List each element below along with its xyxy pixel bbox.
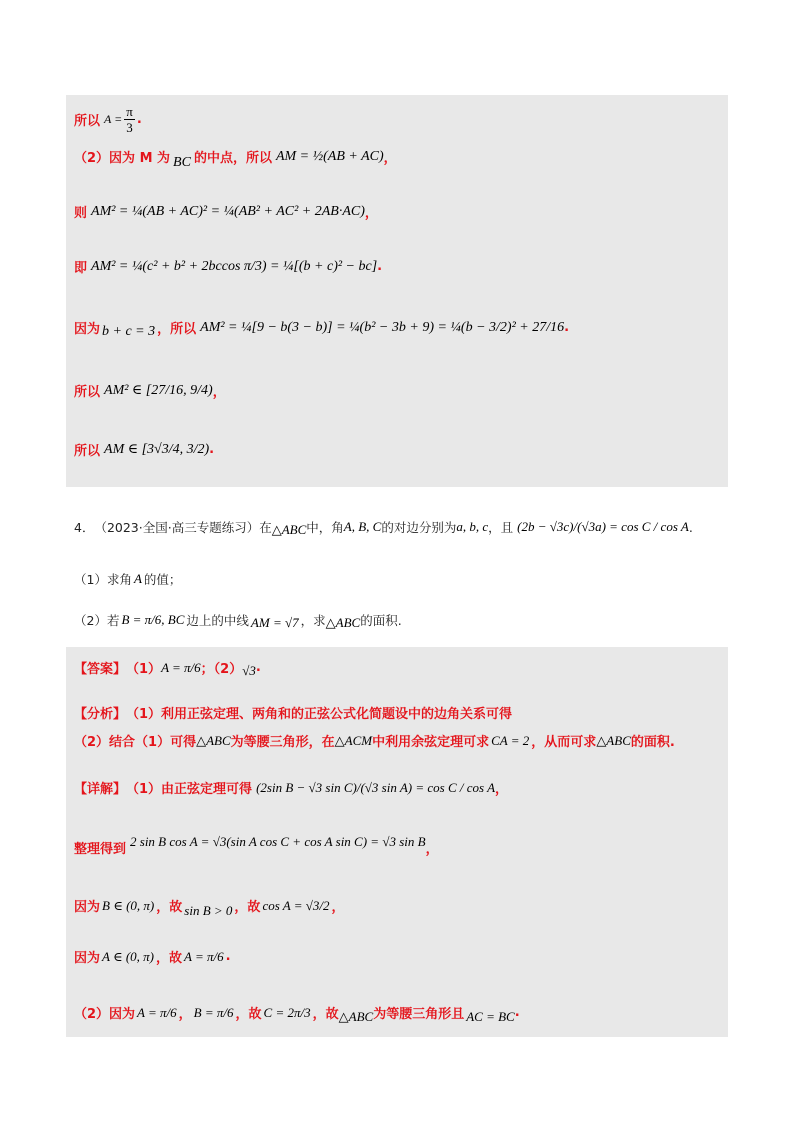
math-expr: (2sin B − √3 sin C)/(√3 sin A) = cos C / cos A — [256, 779, 496, 795]
detail-text: 整理得到 — [74, 842, 127, 857]
detail-text: 为等腰三角形且 — [373, 1007, 465, 1022]
math-expr: (2b − √3c)/(√3a) = cos C / cos A — [517, 519, 689, 534]
math-expr: CA = 2 — [491, 732, 530, 748]
detail-text: 因为 — [74, 951, 101, 966]
detail-line-3: 因为 B ∈ (0, π) ，故 sin B > 0 ，故 cos A = √3/2 ， — [74, 897, 345, 918]
detail-line-4: 因为 A ∈ (0, π) ，故 A = π/6 . — [74, 948, 231, 966]
line-prefix: 则 — [74, 206, 88, 221]
math-expr: A = π/6 — [161, 659, 201, 675]
question-source: （2023·全国·高三专题练习）在 — [94, 520, 272, 535]
question-4-stem: 4． （2023·全国·高三专题练习）在 △ABC 中，角 A, B, C 的对边分别为 a, b, c ，且 (2b − √3c)/(√3a) = cos C / cos A . — [74, 519, 693, 537]
answer-label: ；（2） — [200, 662, 243, 677]
part-label: （1）求角 — [74, 572, 132, 587]
math-expr: AM = ½(AB + AC) — [275, 148, 384, 164]
math-expr: AM² = ¼(AB + AC)² = ¼(AB² + AC² + 2AB·AC) — [91, 203, 365, 219]
detail-text: ，故 — [234, 900, 261, 915]
math-expr: √3 — [242, 662, 256, 678]
detail-text: ，故 — [312, 1007, 339, 1022]
question-text: 中，角 — [306, 520, 344, 535]
detail-text: （1）由正弦定理可得 — [126, 782, 253, 797]
answer-label: （1） — [126, 662, 162, 677]
math-expr: AM² = ¼[9 − b(3 − b)] = ¼(b² − 3b + 9) = ¼(b − 3/2)² + 27/16 — [200, 319, 565, 335]
detail-text: ，故 — [156, 951, 183, 966]
math-expr: △ABC — [338, 1008, 374, 1024]
solution-line-4: 即 AM² = ¼(c² + b² + 2bccos π/3) = ¼[(b + c)² − bc] . — [74, 258, 383, 276]
math-fraction: $\frac{\pi}{3}$ — [126, 104, 133, 135]
detail-tag: 【详解】 — [74, 782, 127, 797]
math-expr: sin B > 0 — [184, 902, 233, 918]
analysis-text: 的面积. — [630, 735, 675, 750]
detail-text: ，故 — [156, 900, 183, 915]
detail-line-5: （2）因为 A = π/6 ， B = π/6 ，故 C = 2π/3 ，故 △ABC 为等腰三角形且 AC = BC . — [74, 1004, 520, 1024]
question-4-part-1 — [74, 570, 181, 588]
math-expr: AC = BC — [466, 1008, 515, 1024]
solution-line-7: 所以 AM ∈ [3√3/4, 3/2) . — [74, 442, 215, 459]
math-expr: AM² = ¼(c² + b² + 2bccos π/3) = ¼[(b + c)² − bc] — [91, 258, 378, 274]
part-text: 的值； — [143, 572, 182, 587]
detail-line-2: 整理得到 2 sin B cos A = √3(sin A cos C + cos A sin C) = √3 sin B ， — [74, 833, 439, 857]
part-label: （2）若 — [74, 613, 120, 628]
answer-tag: 【答案】 — [74, 662, 127, 677]
solution-line-1: 所以 A = $\frac{\pi}{3}$ . — [74, 104, 142, 135]
line-prefix: 所以 — [74, 385, 101, 400]
solution-line-3: 则 AM² = ¼(AB + AC)² = ¼(AB² + AC² + 2AB·AC) ， — [74, 203, 378, 221]
solution-line-5: 因为 b + c = 3 ，所以 AM² = ¼[9 − b(3 − b)] = ¼(b² − 3b + 9) = ¼(b − 3/2)² + 27/16 . — [74, 319, 570, 339]
question-text: ，且 — [488, 520, 514, 535]
math-expr: A, B, C — [343, 519, 382, 534]
math-expr: △ACM — [334, 732, 373, 748]
solution-line-2: （2）因为 M 为 BC 的中点，所以 AM = ½(AB + AC) ， — [74, 148, 397, 170]
analysis-text: （1）利用正弦定理、两角和的正弦公式化简题设中的边角关系可得 — [126, 707, 513, 722]
analysis-text: 为等腰三角形，在 — [230, 735, 335, 750]
math-expr: A — [133, 571, 142, 586]
detail-line-1: 【详解】 （1）由正弦定理可得 (2sin B − √3 sin C)/(√3 sin A) = cos C / cos A ， — [74, 779, 509, 797]
detail-text: （2）因为 — [74, 1007, 136, 1022]
line-prefix: 即 — [74, 261, 88, 276]
math-expr: cos A = √3/2 — [262, 897, 330, 913]
part-text: ，求 — [300, 613, 326, 628]
math-expr: 2 sin B cos A = √3(sin A cos C + cos A sin C) = √3 sin B — [130, 833, 426, 849]
math-expr: B = π/6 — [193, 1004, 234, 1020]
part-text: 边上的中线 — [186, 613, 249, 628]
math-expr: △ABC — [325, 615, 361, 630]
detail-text: ，故 — [235, 1007, 262, 1022]
question-number: 4． — [74, 520, 95, 535]
line-prefix: 所以 — [74, 444, 101, 459]
question-4-part-2 — [74, 611, 402, 629]
analysis-tag: 【分析】 — [74, 707, 127, 722]
line-prefix: 因为 — [74, 322, 101, 337]
math-expr: A = π/6 — [137, 1004, 177, 1020]
analysis-text: ，从而可求 — [531, 735, 597, 750]
math-expr: AM ∈ [3√3/4, 3/2) — [104, 442, 210, 457]
math-expr: B ∈ (0, π) — [102, 897, 155, 913]
part-text: 的面积. — [360, 613, 402, 628]
math-expr: A = — [104, 112, 123, 126]
math-expr: △ABC — [271, 522, 307, 537]
line-text: ，所以 — [157, 322, 197, 337]
math-expr: AM² ∈ [27/16, 9/4) — [104, 383, 213, 398]
math-expr: b + c = 3 — [102, 323, 156, 339]
math-expr: B = π/6, BC — [121, 612, 185, 627]
analysis-line-2 — [74, 731, 675, 750]
line-prefix: （2）因为 M 为 — [74, 151, 171, 166]
line-text: 的中点，所以 — [193, 151, 272, 166]
question-text: 的对边分别为 — [381, 520, 457, 535]
math-expr: △ABC — [196, 732, 231, 748]
answer-line: 【答案】 （1） A = π/6 ；（2） √3 . — [74, 659, 261, 678]
detail-text: 因为 — [74, 900, 101, 915]
line-prefix: 所以 — [74, 114, 101, 129]
math-expr: △ABC — [596, 732, 631, 748]
math-expr: AM = √7 — [250, 615, 299, 630]
analysis-text: 中利用余弦定理可求 — [372, 735, 490, 750]
math-expr: A ∈ (0, π) — [102, 948, 155, 964]
math-expr: a, b, c — [456, 519, 489, 534]
math-expr: A = π/6 — [184, 948, 224, 964]
analysis-text: （2）结合（1）可得 — [74, 735, 197, 750]
math-expr: BC — [173, 154, 191, 170]
solution-line-6: 所以 AM² ∈ [27/16, 9/4) ， — [74, 383, 226, 400]
math-expr: C = 2π/3 — [263, 1004, 311, 1020]
analysis-line-1 — [74, 703, 512, 722]
